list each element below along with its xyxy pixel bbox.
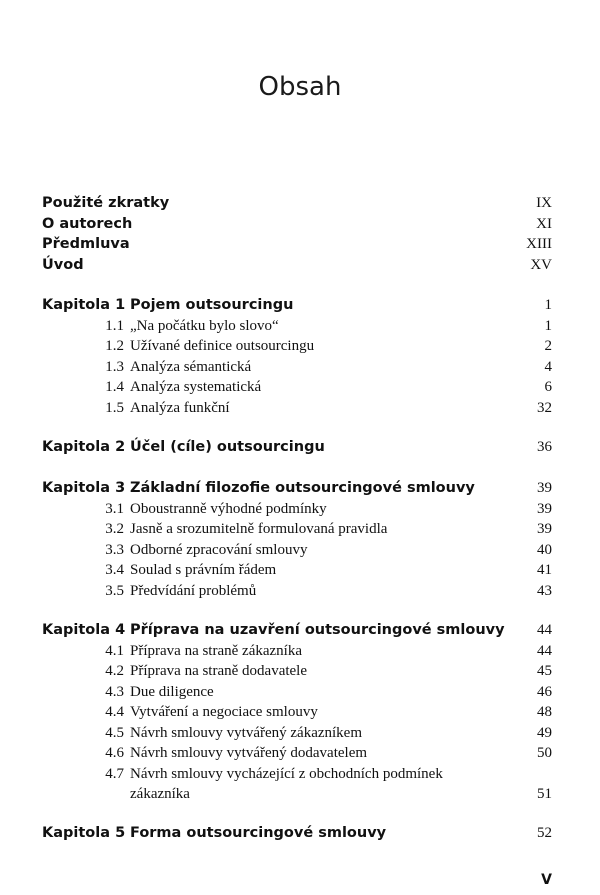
toc-entry-front[interactable] xyxy=(42,255,552,276)
entry-title: O autorech xyxy=(42,215,133,232)
section-title: Návrh smlouvy vytvářený zákazníkem xyxy=(130,724,363,741)
section-title: Analýza sémantická xyxy=(130,358,252,375)
section-page: 46 xyxy=(537,683,552,700)
toc-entry-section[interactable] xyxy=(42,357,552,378)
section-number: 4.3 xyxy=(105,683,124,700)
section-page: 40 xyxy=(537,541,552,558)
section-title: Jasně a srozumitelně formulovaná pravidla xyxy=(130,521,388,537)
chapter-label: Kapitola 5 xyxy=(42,825,126,841)
section-page: 43 xyxy=(537,582,552,599)
chapter-label: Kapitola 3 xyxy=(42,480,126,496)
chapter-block xyxy=(42,295,552,418)
section-number: 1.2 xyxy=(105,338,124,354)
toc-entry-front[interactable] xyxy=(42,214,552,235)
chapter-page: 44 xyxy=(537,622,552,638)
section-page: 44 xyxy=(537,642,552,659)
section-number: 3.5 xyxy=(105,582,124,599)
section-page: 39 xyxy=(537,500,552,517)
toc-entry-section[interactable] xyxy=(42,560,552,581)
chapter-title: Základní filozofie outsourcingové smlouvy xyxy=(130,480,475,496)
toc-entry-section[interactable] xyxy=(42,702,552,723)
toc-entry-section[interactable] xyxy=(42,499,552,520)
chapter-title: Pojem outsourcingu xyxy=(130,297,294,313)
section-page: 50 xyxy=(537,745,552,761)
section-number: 3.2 xyxy=(105,521,124,537)
section-page: 32 xyxy=(537,399,552,416)
toc-entry-section[interactable] xyxy=(42,641,552,662)
section-number: 1.4 xyxy=(105,379,124,395)
section-title: Návrh smlouvy vytvářený dodavatelem xyxy=(130,745,368,761)
chapter-page: 1 xyxy=(544,297,552,313)
toc-entry-section[interactable] xyxy=(42,743,552,764)
section-title: Oboustranně výhodné podmínky xyxy=(130,500,327,517)
entry-title: Úvod xyxy=(42,256,84,273)
section-number: 4.1 xyxy=(105,642,124,659)
toc-entry-section[interactable] xyxy=(42,519,552,540)
section-page: 6 xyxy=(544,379,552,395)
toc-entry-section[interactable] xyxy=(42,764,552,805)
section-page: 45 xyxy=(537,663,552,679)
page-title: Obsah xyxy=(258,72,342,102)
chapter-title: Příprava na uzavření outsourcingové smlouvy xyxy=(130,622,505,638)
toc-entry-section[interactable] xyxy=(42,540,552,561)
entry-page: XV xyxy=(530,256,552,273)
section-number: 3.4 xyxy=(105,562,124,578)
section-number: 3.3 xyxy=(105,541,124,558)
section-title: Příprava na straně dodavatele xyxy=(130,663,308,679)
entry-page: IX xyxy=(536,195,552,211)
entry-title: Použité zkratky xyxy=(42,195,170,211)
section-number: 4.4 xyxy=(105,704,124,720)
toc-entry-section[interactable] xyxy=(42,336,552,357)
section-title: Due diligence xyxy=(130,683,214,700)
chapter-label: Kapitola 2 xyxy=(42,439,126,455)
chapter-page: 52 xyxy=(537,825,552,841)
section-title: Soulad s právním řádem xyxy=(130,562,277,578)
chapter-label: Kapitola 1 xyxy=(42,297,126,313)
section-page: 39 xyxy=(537,521,552,537)
section-page: 51 xyxy=(537,786,552,802)
section-page: 2 xyxy=(544,338,552,354)
section-number: 1.3 xyxy=(105,358,124,375)
toc-entry-section[interactable] xyxy=(42,377,552,398)
section-page: 4 xyxy=(544,358,552,375)
toc-entry-section[interactable] xyxy=(42,723,552,744)
section-page: 41 xyxy=(537,562,552,578)
section-title: Návrh smlouvy vycházející z obchodních podmínek zákazníka xyxy=(130,765,443,802)
toc-entry-section[interactable] xyxy=(42,661,552,682)
chapter-block xyxy=(42,478,552,601)
section-number: 1.5 xyxy=(105,399,124,416)
chapter-page: 36 xyxy=(537,439,552,455)
section-number: 1.1 xyxy=(105,317,124,334)
toc-entry-chapter[interactable] xyxy=(42,478,552,499)
section-title: Příprava na straně zákazníka xyxy=(130,642,302,659)
chapter-label: Kapitola 4 xyxy=(42,622,126,638)
toc-entry-chapter[interactable] xyxy=(42,620,552,641)
entry-page: XIII xyxy=(526,236,552,252)
section-page: 1 xyxy=(544,317,552,334)
section-title: Vytváření a negociace smlouvy xyxy=(130,704,318,720)
toc-entry-front[interactable] xyxy=(42,234,552,255)
section-title: Odborné zpracování smlouvy xyxy=(130,541,308,558)
chapter-title: Forma outsourcingové smlouvy xyxy=(130,825,387,841)
chapter-block xyxy=(42,437,552,458)
toc-entry-section[interactable] xyxy=(42,682,552,703)
toc-entry-chapter[interactable] xyxy=(42,437,552,458)
entry-title: Předmluva xyxy=(42,236,130,252)
section-title: Analýza funkční xyxy=(130,399,230,416)
page-folio: V xyxy=(541,872,552,888)
chapter-block xyxy=(42,823,552,844)
section-page: 48 xyxy=(537,704,552,720)
section-title: Předvídání problémů xyxy=(130,582,257,599)
entry-page: XI xyxy=(536,215,552,232)
chapter-block xyxy=(42,620,552,805)
section-number: 3.1 xyxy=(105,500,124,517)
section-page: 49 xyxy=(537,724,552,741)
section-title: Analýza systematická xyxy=(130,379,262,395)
toc-entry-section[interactable] xyxy=(42,581,552,602)
toc-entry-front[interactable] xyxy=(42,193,552,214)
section-title: Užívané definice outsourcingu xyxy=(130,338,315,354)
toc-entry-section[interactable] xyxy=(42,398,552,419)
chapter-page: 39 xyxy=(537,480,552,496)
section-number: 4.6 xyxy=(105,745,124,761)
toc-entry-chapter[interactable] xyxy=(42,295,552,316)
section-number: 4.7 xyxy=(105,765,124,782)
toc-entry-chapter[interactable] xyxy=(42,823,552,844)
toc-entry-section[interactable] xyxy=(42,316,552,337)
section-title: „Na počátku bylo slovo“ xyxy=(130,317,279,334)
chapter-title: Účel (cíle) outsourcingu xyxy=(130,439,325,455)
front-matter-list xyxy=(42,193,552,275)
section-number: 4.5 xyxy=(105,724,124,741)
section-number: 4.2 xyxy=(105,663,124,679)
